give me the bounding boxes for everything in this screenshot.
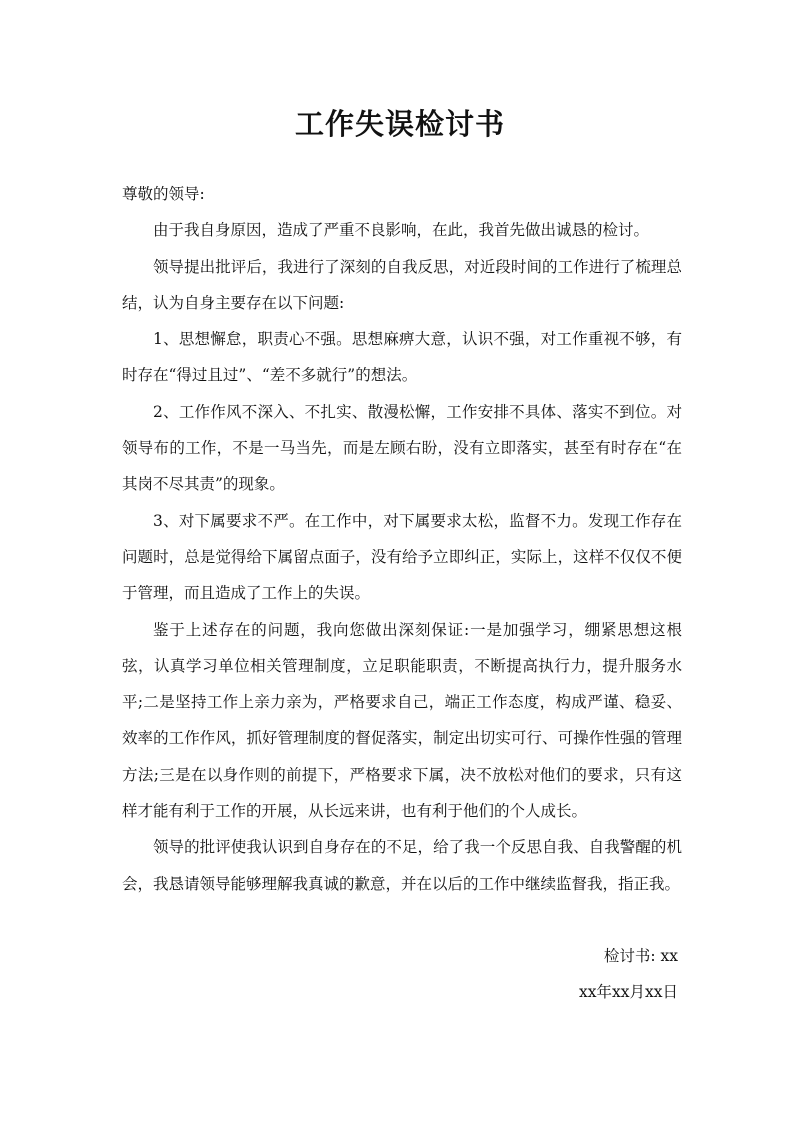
signature-block bbox=[579, 938, 678, 1011]
signature: 检讨书: xx bbox=[603, 947, 678, 965]
paragraph-issue-2: 2、工作作风不深入、不扎实、散漫松懈，工作安排不具体、落实不到位。对领导布的工作，不是一马当先，而是左顾右盼，没有立即落实，甚至有时存在“在其岗不尽其责”的现象。 bbox=[122, 402, 682, 494]
salutation: 尊敬的领导: bbox=[122, 185, 205, 203]
paragraph-issue-1: 1、思想懈怠，职责心不强。思想麻痹大意，认识不强，对工作重视不够，有时存在“得过且过”、“差不多就行”的想法。 bbox=[122, 330, 682, 385]
paragraph-reflection: 领导提出批评后，我进行了深刻的自我反思，对近段时间的工作进行了梳理总结，认为自身主要存在以下问题: bbox=[122, 257, 682, 312]
paragraph-opening: 由于我自身原因，造成了严重不良影响，在此，我首先做出诚恳的检讨。 bbox=[153, 221, 650, 240]
document-body bbox=[122, 176, 682, 902]
document-title: 工作失误检讨书 bbox=[294, 107, 505, 141]
date: xx年xx月xx日 bbox=[579, 983, 678, 1002]
paragraph-closing: 领导的批评使我认识到自身存在的不足，给了我一个反思自我、自我警醒的机会，我恳请领导能够理解我真诚的歉意，并在以后的工作中继续监督我，指正我。 bbox=[122, 838, 682, 893]
paragraph-guarantee: 鉴于上述存在的问题，我向您做出深刻保证:一是加强学习，绷紧思想这根弦，认真学习单位相关管理制度，立足职能职责，不断提高执行力，提升服务水平;二是坚持工作上亲力亲为，严格要求自己，端正工作态度，构成严谨、稳妥、效率的工作作风，抓好管理制度的督促落实，制定出切实可行、可操作性强的管理方法;三是在以身作则的前提下，严格要求下属，决不放松对他们的要求，只有这样才能有利于工作的开展，从长远来讲，也有利于他们的个人成长。 bbox=[122, 620, 682, 821]
paragraph-issue-3: 3、对下属要求不严。在工作中，对下属要求太松，监督不力。发现工作存在问题时，总是觉得给下属留点面子，没有给予立即纠正，实际上，这样不仅仅不便于管理，而且造成了工作上的失误。 bbox=[122, 511, 682, 603]
